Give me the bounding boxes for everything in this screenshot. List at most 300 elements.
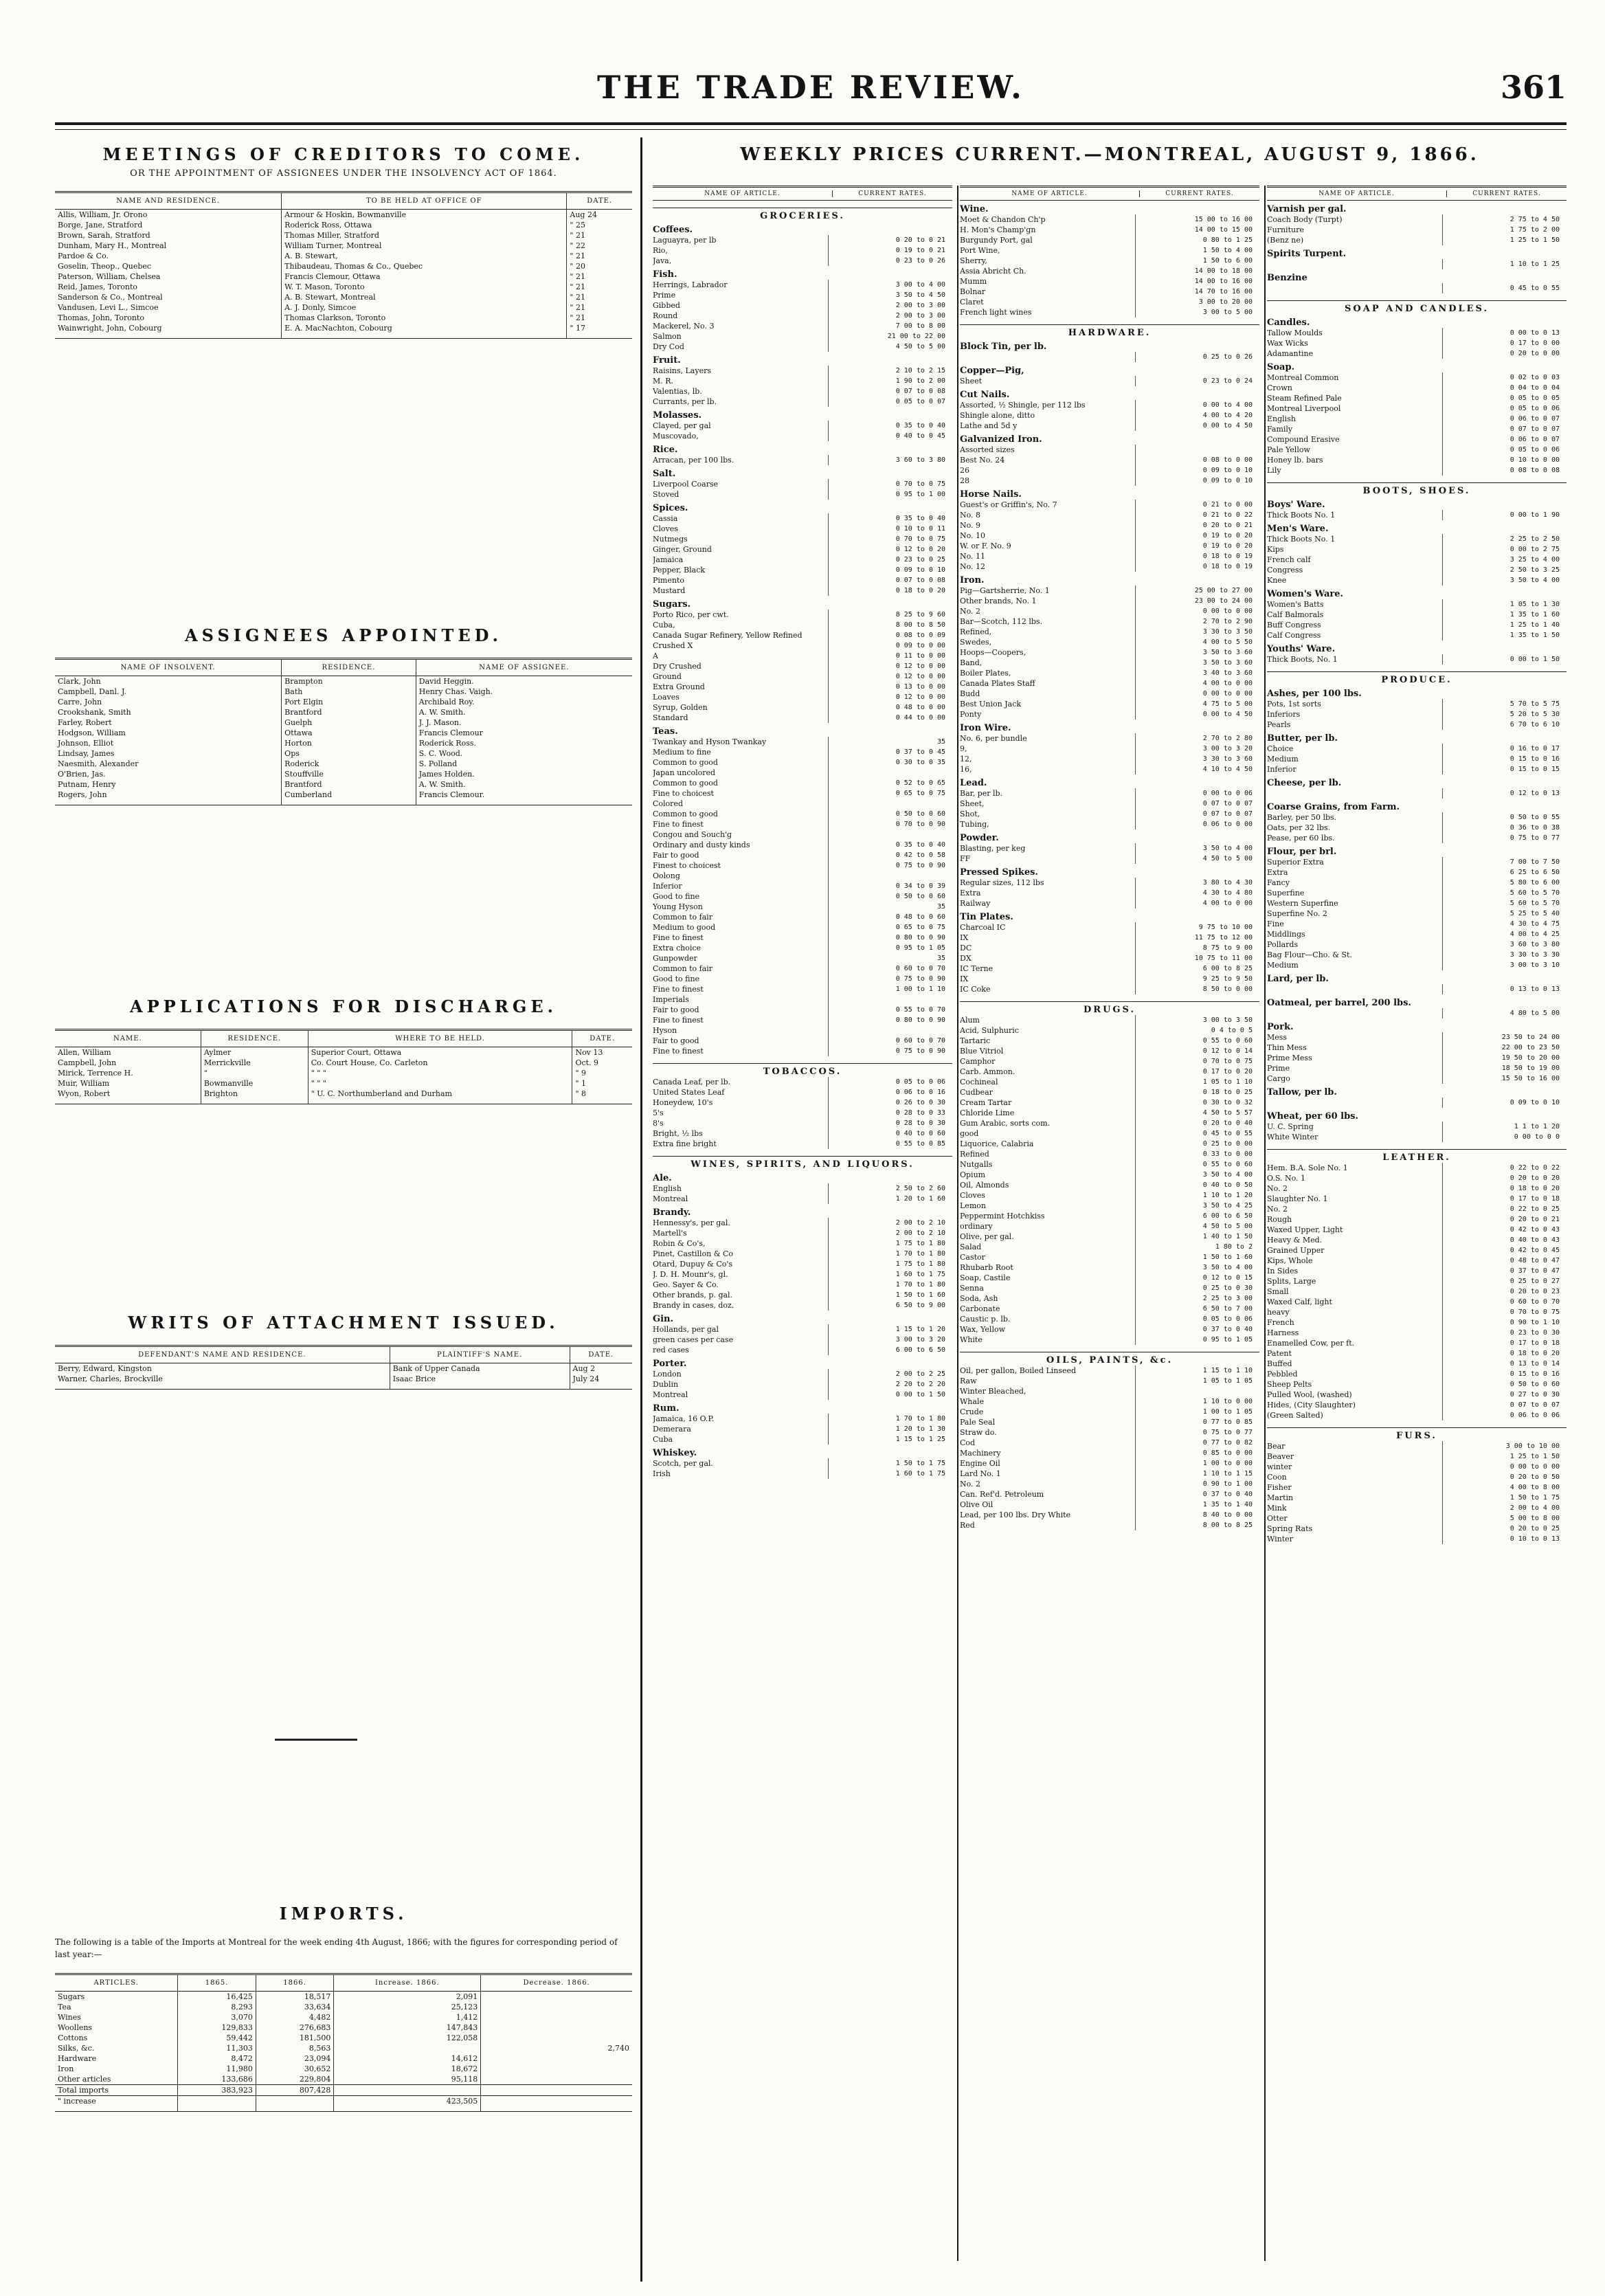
imports-cell: Silks, &c. <box>58 2044 95 2053</box>
price-row <box>960 307 1259 317</box>
imports-cell: 95,118 <box>334 2074 481 2085</box>
article-name: Railway <box>960 899 991 908</box>
price-row <box>960 616 1259 627</box>
article-name <box>1267 1008 1442 1018</box>
article-name: Kips <box>1267 545 1284 554</box>
article-rate: 1 75 to 2 00 <box>1442 225 1567 235</box>
article-rate: 0 45 to 0 55 <box>1135 1128 1259 1139</box>
price-row <box>653 311 952 321</box>
article-rate: 0 00 to 1 50 <box>1442 654 1567 665</box>
discharge-table <box>55 1029 632 1104</box>
price-row <box>960 1262 1259 1273</box>
price-row <box>1267 620 1567 630</box>
assignees-header-row <box>55 659 632 676</box>
article-rate: 0 25 to 0 26 <box>1135 352 1259 362</box>
article-name: Cargo <box>1267 1074 1290 1083</box>
article-rate <box>1135 445 1259 455</box>
article-name: Gibbed <box>653 301 680 310</box>
article-rate: 0 07 to 0 07 <box>1135 799 1259 809</box>
table-row <box>55 687 632 697</box>
article-rate: 0 12 to 0 00 <box>828 671 952 682</box>
article-rate: 0 44 to 0 00 <box>828 713 952 723</box>
article-name: Young Hyson <box>653 902 703 911</box>
article-name: Common to fair <box>653 964 713 973</box>
article-name: Small <box>1267 1287 1289 1296</box>
price-row <box>1267 764 1567 774</box>
article-rate: 1 10 to 0 00 <box>1135 1396 1259 1407</box>
article-rate: 1 80 to 2 <box>1135 1242 1259 1252</box>
article-rate <box>828 994 952 1005</box>
article-name: Mink <box>1267 1504 1287 1513</box>
article-rate: 0 00 to 0 13 <box>1442 328 1567 338</box>
article-name: Claret <box>960 298 984 306</box>
price-row <box>960 647 1259 658</box>
article-name: DX <box>960 954 972 963</box>
assignees-cell: Henry Chas. Vaigh. <box>416 687 632 697</box>
price-row <box>960 1025 1259 1036</box>
imports-header-row <box>55 1974 632 1992</box>
article-rate: 15 50 to 16 00 <box>1442 1073 1567 1084</box>
imports-cell: 59,442 <box>178 2033 256 2043</box>
price-row <box>960 1500 1259 1510</box>
article-rate: 0 75 to 0 77 <box>1442 833 1567 843</box>
article-rate: 0 17 to 0 00 <box>1442 338 1567 348</box>
price-row <box>653 912 952 922</box>
table-row <box>55 1374 632 1390</box>
article-name: Blue Vitriol <box>960 1047 1004 1056</box>
article-rate: 3 00 to 20 00 <box>1135 297 1259 307</box>
rates-header: CURRENT RATES. <box>1139 190 1259 197</box>
imports-cell: 25,123 <box>334 2002 481 2012</box>
price-row <box>653 397 952 407</box>
article-rate: 3 30 to 3 60 <box>1135 754 1259 764</box>
article-rate: 0 37 to 0 40 <box>1135 1324 1259 1335</box>
meetings-cell: Paterson, William, Chelsea <box>58 272 161 281</box>
article-rate: 8 50 to 0 00 <box>1135 984 1259 994</box>
price-row <box>1267 630 1567 640</box>
price-row <box>1267 1307 1567 1317</box>
assignees-cell: Port Elgin <box>282 697 416 707</box>
price-row <box>1267 424 1567 434</box>
writs-header-cell: DATE. <box>570 1346 632 1363</box>
discharge-cell: Bowmanville <box>201 1078 308 1089</box>
article-name: Lemon <box>960 1201 986 1210</box>
assignees-section <box>55 625 632 805</box>
article-name: Round <box>653 311 678 320</box>
article-rate: 0 08 to 0 00 <box>1135 455 1259 465</box>
price-row <box>960 520 1259 531</box>
article-name: Pease, per 60 lbs. <box>1267 834 1335 843</box>
article-rate: 0 60 to 0 70 <box>828 1036 952 1046</box>
price-row <box>1267 1369 1567 1379</box>
article-rate: 1 50 to 1 75 <box>828 1458 952 1469</box>
subcategory-heading: Benzine <box>1267 273 1307 283</box>
article-rate: 0 05 to 0 06 <box>1442 445 1567 455</box>
article-rate: 0 40 to 0 43 <box>1442 1235 1567 1245</box>
article-name: Otter <box>1267 1514 1288 1523</box>
table-row <box>55 2064 632 2074</box>
prices-column-3 <box>1267 186 1567 1544</box>
article-name: Charcoal IC <box>960 923 1006 932</box>
assignees-cell: S. Polland <box>416 759 632 769</box>
total-row <box>55 2096 632 2112</box>
assignees-cell: Ottawa <box>282 728 416 738</box>
price-row <box>1267 939 1567 950</box>
price-row <box>1267 919 1567 929</box>
imports-cell: Other articles <box>58 2075 111 2084</box>
price-row <box>1267 565 1567 575</box>
article-rate: 0 09 to 0 10 <box>1442 1097 1567 1108</box>
price-row <box>653 280 952 290</box>
price-row <box>1267 754 1567 764</box>
article-rate: 0 00 to 0 00 <box>1135 689 1259 699</box>
imports-cell: 122,058 <box>334 2033 481 2043</box>
imports-cell: 30,652 <box>256 2064 334 2074</box>
article-name: Buff Congress <box>1267 621 1321 629</box>
article-name: Adamantine <box>1267 349 1314 358</box>
article-name: Irish <box>653 1469 671 1478</box>
table-row <box>55 1089 632 1104</box>
article-rate: 0 40 to 0 45 <box>828 431 952 441</box>
price-row <box>653 386 952 397</box>
price-row <box>1267 1359 1567 1369</box>
article-name: Buffed <box>1267 1359 1292 1368</box>
article-rate: 0 42 to 0 43 <box>1442 1225 1567 1235</box>
price-row <box>653 809 952 819</box>
subcategory-heading: Gin. <box>653 1314 674 1324</box>
article-name: Tartaric <box>960 1036 991 1045</box>
subcategory-heading: Wine. <box>960 204 989 214</box>
meetings-header-cell: DATE. <box>567 192 632 210</box>
article-rate: 0 75 to 0 90 <box>828 1046 952 1056</box>
price-row <box>960 245 1259 256</box>
article-rate: 6 25 to 6 50 <box>1442 867 1567 878</box>
price-row <box>960 352 1259 362</box>
article-rate: 2 10 to 2 15 <box>828 366 952 376</box>
article-rate: 2 20 to 2 20 <box>828 1379 952 1390</box>
article-name: Mackerel, No. 3 <box>653 322 715 331</box>
article-rate: 0 42 to 0 45 <box>1442 1245 1567 1256</box>
article-rate: 0 48 to 0 47 <box>1442 1256 1567 1266</box>
meetings-cell: " 22 <box>567 241 632 251</box>
article-name: No. 2 <box>1267 1184 1288 1193</box>
article-rate: 8 75 to 9 00 <box>1135 943 1259 953</box>
article-rate: 0 09 to 0 00 <box>828 640 952 651</box>
article-rate: 0 12 to 0 13 <box>1442 788 1567 799</box>
imports-cell: 181,500 <box>256 2033 334 2043</box>
article-rate: 2 00 to 2 10 <box>828 1218 952 1228</box>
writs-body <box>55 1363 632 1390</box>
article-rate: 0 34 to 0 39 <box>828 881 952 891</box>
article-rate: 0 40 to 0 50 <box>1135 1180 1259 1190</box>
assignees-cell: Guelph <box>282 717 416 728</box>
price-row <box>1267 1276 1567 1286</box>
subcategory-heading: Oatmeal, per barrel, 200 lbs. <box>1267 998 1411 1008</box>
meetings-cell: " 21 <box>567 271 632 282</box>
imports-header-cell: 1865. <box>178 1974 256 1992</box>
table-row <box>55 251 632 261</box>
price-row <box>960 1469 1259 1479</box>
article-rate: 3 50 to 3 60 <box>1135 647 1259 658</box>
table-row <box>55 2012 632 2022</box>
price-row <box>960 933 1259 943</box>
article-name: Medium <box>1267 961 1299 970</box>
meetings-cell: Sanderson & Co., Montreal <box>58 293 163 302</box>
price-row <box>1267 898 1567 909</box>
assignees-cell: Brantford <box>282 779 416 790</box>
price-row <box>960 953 1259 963</box>
meetings-cell: " 21 <box>567 313 632 323</box>
article-name: Other brands, No. 1 <box>960 597 1037 605</box>
meetings-cell: " 25 <box>567 220 632 230</box>
article-rate: 25 00 to 27 00 <box>1135 586 1259 596</box>
article-rate: 1 50 to 4 00 <box>1135 245 1259 256</box>
price-row <box>960 510 1259 520</box>
article-rate: 1 10 to 1 20 <box>1135 1190 1259 1201</box>
article-rate: 0 90 to 1 00 <box>1135 1479 1259 1489</box>
price-row <box>1267 1032 1567 1043</box>
article-name: Extra Ground <box>653 682 705 691</box>
table-row <box>55 1068 632 1078</box>
article-rate: 0 20 to 0 21 <box>1135 520 1259 531</box>
article-name: Pebbled <box>1267 1370 1298 1379</box>
article-rate <box>828 829 952 840</box>
price-row <box>960 974 1259 984</box>
article-name: Refined <box>960 1150 989 1159</box>
subcategory-heading: Rice. <box>653 445 678 455</box>
article-name: Colored <box>653 799 683 808</box>
article-name: Fair to good <box>653 1036 699 1045</box>
right-column <box>653 144 1567 2275</box>
article-name: Sheep Pelts <box>1267 1380 1312 1389</box>
price-row <box>1267 283 1567 293</box>
price-row <box>1267 599 1567 610</box>
article-rate: 0 20 to 0 20 <box>1442 1173 1567 1183</box>
article-name: Common to good <box>653 758 718 767</box>
article-name: French calf <box>1267 555 1311 564</box>
price-row <box>653 1015 952 1025</box>
price-row <box>653 829 952 840</box>
article-rate: 0 23 to 0 25 <box>828 555 952 565</box>
price-row <box>960 1283 1259 1293</box>
subcategory-heading: Tallow, per lb. <box>1267 1087 1337 1097</box>
article-rate: 2 25 to 3 00 <box>1135 1293 1259 1304</box>
price-row <box>653 692 952 702</box>
article-rate: 35 <box>828 953 952 963</box>
rates-header: CURRENT RATES. <box>1446 190 1567 197</box>
article-name: Scotch, per gal. <box>653 1459 713 1468</box>
imports-total-cell: 807,428 <box>256 2085 334 2096</box>
assignees-cell: Horton <box>282 738 416 748</box>
article-name: Mumm <box>960 277 987 286</box>
discharge-cell: " 9 <box>572 1068 632 1078</box>
article-name: White <box>960 1335 983 1344</box>
article-rate: 1 15 to 1 25 <box>828 1434 952 1445</box>
article-name: Carbonate <box>960 1304 1000 1313</box>
price-row <box>1267 328 1567 338</box>
assignees-cell: Roderick Ross. <box>416 738 632 748</box>
article-name: Crude <box>960 1407 984 1416</box>
price-row <box>653 620 952 630</box>
article-name <box>1267 259 1442 269</box>
article-name: Dry Crushed <box>653 662 702 671</box>
price-row <box>1267 1482 1567 1493</box>
article-name <box>1267 984 1442 994</box>
meetings-cell: Armour & Hoskin, Bowmanville <box>282 210 567 221</box>
meetings-cell: " 20 <box>567 261 632 271</box>
article-name: Fine to finest <box>653 933 704 942</box>
article-name: No. 2 <box>1267 1205 1288 1214</box>
article-name: Middlings <box>1267 930 1305 939</box>
article-name: Geo. Sayer & Co. <box>653 1280 719 1289</box>
price-row <box>960 963 1259 974</box>
article-name: French <box>1267 1318 1294 1327</box>
article-name: Canada Plates Staff <box>960 679 1035 688</box>
imports-header-cell: 1866. <box>256 1974 334 1992</box>
subcategory-heading: Galvanized Iron. <box>960 434 1042 445</box>
price-row <box>653 788 952 799</box>
price-row <box>1267 960 1567 970</box>
article-rate: 5 80 to 6 00 <box>1442 878 1567 888</box>
prices-column-header <box>653 186 952 201</box>
article-name: Knee <box>1267 576 1287 585</box>
price-row <box>960 266 1259 276</box>
subcategory-heading: Candles. <box>1267 317 1310 328</box>
meetings-cell: Vandusen, Levi L., Simcoe <box>58 303 159 312</box>
article-name: Fisher <box>1267 1483 1292 1492</box>
article-name: Crushed X <box>653 641 693 650</box>
article-rate: 2 00 to 2 10 <box>828 1228 952 1238</box>
price-row <box>653 881 952 891</box>
price-row <box>653 630 952 640</box>
meetings-header-cell: NAME AND RESIDENCE. <box>55 192 282 210</box>
meetings-cell: Allis, William, Jr. Orono <box>58 210 148 219</box>
article-rate: 3 60 to 3 80 <box>1442 939 1567 950</box>
price-row <box>960 1149 1259 1159</box>
article-name: Bear <box>1267 1442 1286 1451</box>
assignees-cell: Hodgson, William <box>58 728 126 737</box>
price-row <box>1267 1410 1567 1420</box>
article-rate: 1 50 to 1 60 <box>1135 1252 1259 1262</box>
article-rate: 3 00 to 3 50 <box>1135 1015 1259 1025</box>
article-name: Japan uncolored <box>653 768 716 777</box>
article-name: U. C. Spring <box>1267 1122 1314 1131</box>
article-name: Nutmegs <box>653 535 688 544</box>
article-rate: 1 50 to 1 75 <box>1442 1493 1567 1503</box>
article-rate: 0 65 to 0 75 <box>828 922 952 933</box>
price-row <box>1267 1493 1567 1503</box>
price-row <box>653 902 952 912</box>
article-rate: 0 05 to 0 06 <box>1135 1314 1259 1324</box>
article-rate: 0 19 to 0 20 <box>1135 541 1259 551</box>
price-row <box>653 860 952 871</box>
article-rate: 1 10 to 1 15 <box>1135 1469 1259 1479</box>
meetings-cell: William Turner, Montreal <box>282 241 567 251</box>
price-row <box>960 1438 1259 1448</box>
article-name: Harness <box>1267 1328 1299 1337</box>
imports-table <box>55 1973 632 2112</box>
article-name: Martell's <box>653 1229 687 1238</box>
price-row <box>653 1097 952 1108</box>
article-name: Olive Oil <box>960 1500 994 1509</box>
subcategory-heading: Brandy. <box>653 1207 691 1218</box>
article-name: Inferiors <box>1267 710 1301 719</box>
article-rate: 2 00 to 2 25 <box>828 1369 952 1379</box>
price-row <box>653 1324 952 1335</box>
imports-cell: 18,672 <box>334 2064 481 2074</box>
price-row <box>653 1005 952 1015</box>
article-name: Montreal <box>653 1194 688 1203</box>
article-name: Currants, per lb. <box>653 397 717 406</box>
article-name: M. R. <box>653 377 674 386</box>
article-rate: 3 00 to 3 20 <box>1135 744 1259 754</box>
article-rate: 22 00 to 23 50 <box>1442 1043 1567 1053</box>
price-row <box>960 1067 1259 1077</box>
article-name: Lard No. 1 <box>960 1469 1001 1478</box>
price-row <box>1267 909 1567 919</box>
price-row <box>653 933 952 943</box>
subcategory-heading: Ale. <box>653 1173 672 1183</box>
article-rate: 4 30 to 4 80 <box>1135 888 1259 898</box>
discharge-cell: " U. C. Northumberland and Durham <box>308 1089 572 1104</box>
article-name: Demerara <box>653 1425 691 1434</box>
assignees-cell: Francis Clemour. <box>416 790 632 805</box>
price-row <box>960 276 1259 287</box>
price-row <box>1267 338 1567 348</box>
article-name: Rio, <box>653 246 668 255</box>
discharge-header-cell: NAME. <box>55 1030 201 1047</box>
price-row <box>653 455 952 465</box>
article-name: Shingle alone, ditto <box>960 411 1035 420</box>
assignees-cell: Ops <box>282 748 416 759</box>
article-rate: 0 05 to 0 06 <box>828 1077 952 1087</box>
price-row <box>1267 1297 1567 1307</box>
article-name: 12, <box>960 755 972 764</box>
price-row <box>653 1414 952 1424</box>
article-rate: 0 55 to 0 60 <box>1135 1159 1259 1170</box>
subcategory-heading: Flour, per brl. <box>1267 847 1337 857</box>
price-row <box>960 1159 1259 1170</box>
discharge-cell: Mirick, Terrence H. <box>58 1069 133 1078</box>
article-rate: 0 07 to 0 07 <box>1135 809 1259 819</box>
imports-cell: 23,094 <box>256 2053 334 2064</box>
price-row <box>653 1046 952 1056</box>
article-rate: 5 60 to 5 70 <box>1442 898 1567 909</box>
article-rate: 0 33 to 0 00 <box>1135 1149 1259 1159</box>
article-name: Bright, ½ lbs <box>653 1129 703 1138</box>
article-rate <box>1135 1386 1259 1396</box>
article-rate: 0 30 to 0 35 <box>828 757 952 768</box>
article-name: Fine to finest <box>653 1016 704 1025</box>
article-rate: 6 50 to 9 00 <box>828 1300 952 1311</box>
imports-header-cell: Decrease. 1866. <box>481 1974 632 1992</box>
article-rate: 0 55 to 0 85 <box>828 1139 952 1149</box>
article-rate: 0 06 to 0 06 <box>1442 1410 1567 1420</box>
writs-cell: Berry, Edward, Kingston <box>58 1364 152 1373</box>
price-row <box>960 586 1259 596</box>
article-name: Swedes, <box>960 638 992 647</box>
price-row <box>960 541 1259 551</box>
article-rate: 0 20 to 0 23 <box>1442 1286 1567 1297</box>
table-row <box>55 271 632 282</box>
price-row <box>960 1510 1259 1520</box>
article-name: Women's Batts <box>1267 600 1324 609</box>
table-row <box>55 220 632 230</box>
article-name: Otard, Dupuy & Co's <box>653 1260 733 1269</box>
article-rate: 0 35 to 0 40 <box>828 840 952 850</box>
subcategory-heading: Spirits Turpent. <box>1267 249 1347 259</box>
imports-cell: 4,482 <box>256 2012 334 2022</box>
